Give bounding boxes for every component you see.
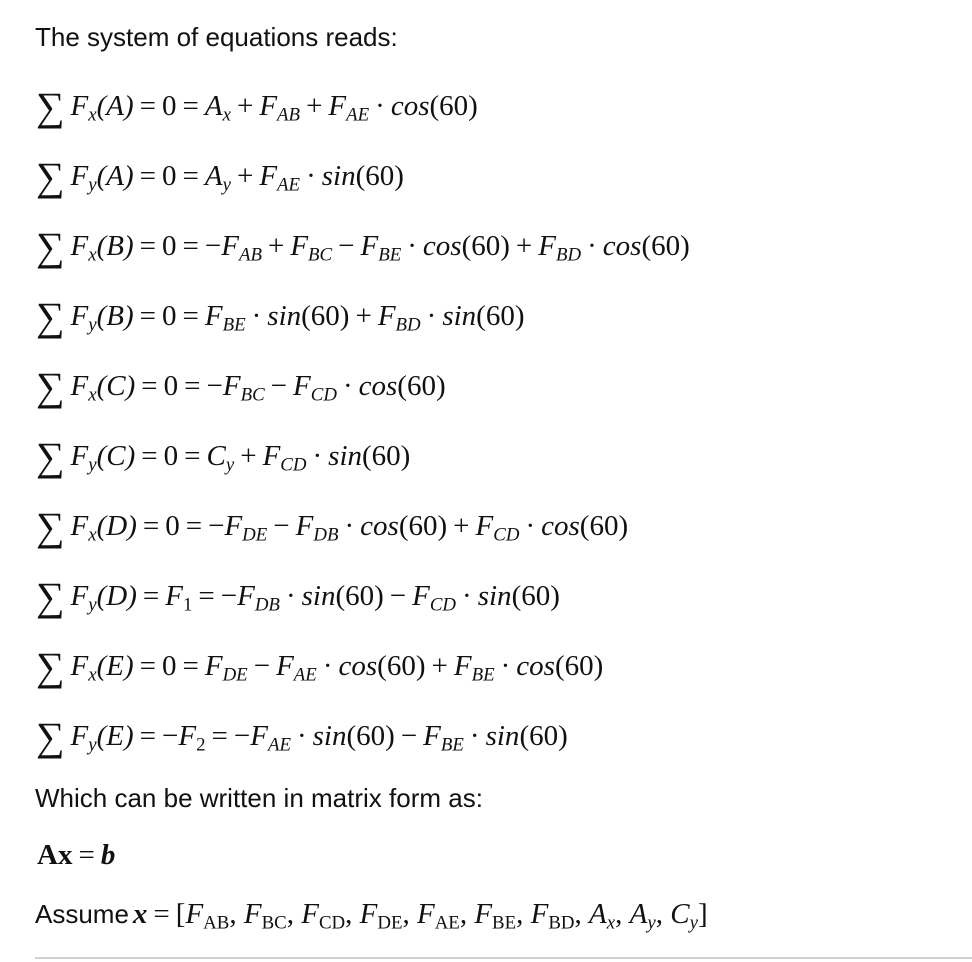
equals-sign: = [78, 839, 95, 871]
sum-symbol: ∑ [36, 294, 65, 339]
equation-fy-e: ∑ $F_y(E) = -F2 = -F_{AE} \cdot \sin(60) - F_{BE} \cdot \sin(60)$ [36, 714, 568, 759]
matrix-equation [37, 839, 115, 872]
equals-sign: = [153, 898, 170, 930]
sum-symbol: ∑ [36, 84, 65, 129]
assume-text: Assume [35, 899, 129, 929]
sum-symbol: ∑ [36, 224, 65, 269]
sum-symbol: ∑ [36, 574, 65, 619]
equation-fy-c: ∑ $F_y(C) = 0 = C_y + F_{CD} \cdot \sin(60)$ [36, 434, 411, 479]
matrix-intro-text: Which can be written in matrix form as: [35, 783, 483, 813]
vector-b: b [100, 839, 116, 871]
intro-text: The system of equations reads: [35, 22, 398, 52]
divider [35, 957, 972, 959]
sum-symbol: ∑ [36, 434, 65, 479]
assume-line: Assume x = [FAB, FBC, FCD, FDE, FAE, FBE, FBD, $A_x$, $A_y$, $C_y$] [35, 898, 708, 934]
equation-fx-e: ∑ $F_x(E) = 0 = F_{DE} - F_{AE} \cdot \cos(60) + F_{BE} \cdot \cos(60)$ [36, 644, 604, 689]
equation-fx-a: ∑ $F_x(A) = 0 = A_x + F_{AB} + F_{AE} \cdot \cos(60)$ [36, 84, 478, 129]
sum-symbol: ∑ [36, 154, 65, 199]
equation-fx-d: ∑ $F_x(D) = 0 = -F_{DE} - F_{DB} \cdot \cos(60) + F_{CD} \cdot \cos(60)$ [36, 504, 629, 549]
equation-fx-b: ∑ $F_x(B) = 0 = -F_{AB} + F_{BC} - F_{BE} \cdot \cos(60) + F_{BD} \cdot \cos(60)$ [36, 224, 690, 269]
equation-fy-d: ∑ $F_y(D) = F1 = -F_{DB} \cdot \sin(60) - F_{CD} \cdot \sin(60)$ [36, 574, 560, 619]
sum-symbol: ∑ [36, 504, 65, 549]
matrix-a: A [37, 839, 58, 871]
equation-fy-b: ∑ $F_y(B) = 0 = F_{BE} \cdot \sin(60) + F_{BD} \cdot \sin(60)$ [36, 294, 525, 339]
vector-x: x [57, 839, 73, 871]
sum-symbol: ∑ [36, 364, 65, 409]
equation-fy-a: ∑ $F_y(A) = 0 = A_y + F_{AE} \cdot \sin(60)$ [36, 154, 404, 199]
sum-symbol: ∑ [36, 644, 65, 689]
equation-fx-c: ∑ $F_x(C) = 0 = -F_{BC} - F_{CD} \cdot \cos(60)$ [36, 364, 446, 409]
sum-symbol: ∑ [36, 714, 65, 759]
vector-x-symbol: x [132, 898, 148, 930]
